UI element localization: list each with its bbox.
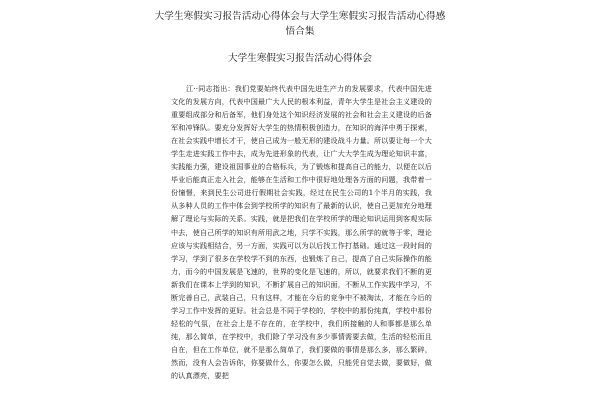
section-title: 大学生寒假实习报告活动心得体会 [228, 53, 372, 64]
body-paragraph: 江··同志指出：我们党要始终代表中国先进生产力的发展要求，代表中国先进文化的发展方向，代表中国最广大人民的根本利益，青年大学生是社会主义建设的重要组成部分和后备军，他们身处这个知识经济发展的社会和社会主义建设的后备军和冲锋队。要充分发挥好大学生的热情积极创造力，在知识的海洋中勇于探索，在社会实践中增长才干，使自己成为一般无形的建设战斗力量。所以要让每一个大学生走进实践工作中去，成为先进形象的代表，让广大大学生成为理论知识丰富，实践能力强，建设祖国事业的合格标兵，为了锻炼和提高自己的能力，以便在以后毕业后能真正走入社会，能够在生活和工作中很好地处理各方面的问题，我带着一份憧憬，来到民生公司进行假期社会实践，经过在民生公司的1个半月的实践，我从多种人员的工作中体会到学校所学的知识有了最新的认识，使自己更加充分地理解了理论与实际的关系。实践，就是把我们在学校所学的理论知识运用到客观实际中去，使自己所学的知识有所用武之地，只学不实践，那么所学的就等于零，理论应该与实践相结合，另一方面，实践可以为以后找工作打基础。通过这一段时间的学习，学到了很多在学校学不到的东西，也锻炼了自己，提高了自己实际操作的能力，而今的中国发展是飞速的，世界的变化是飞速的，所以，就要求我们不断的更新我们在课本上学到的知识，不断扩展自己的知识面，不断从工作实践中学习，不断完善自己，武装自己，只有这样，才能在今后的竞争中不被淘汰，才能在今后的学习工作中发挥的更好。社会总是不同于学校的，学校中的那份纯真，学校中那份轻松的气氛，在社会上是不存在的，在学校中，我们所接触的人和事都是那么单纯，那么简单，在学校中，我们除了学习没有多少事情需要去做，生活的轻松而且自在，但在工作单位，就不是那么简单了，我们要做的事情是那么多，那么繁碎，然而，没有人会告诉你，你要做什么，你要怎么做，只能凭自觉去做，要做好，做的认真漂亮，要把 [171, 84, 432, 381]
document-title: 大学生寒假实习报告活动心得体会与大学生寒假实习报告活动心得感悟合集 [154, 11, 446, 37]
